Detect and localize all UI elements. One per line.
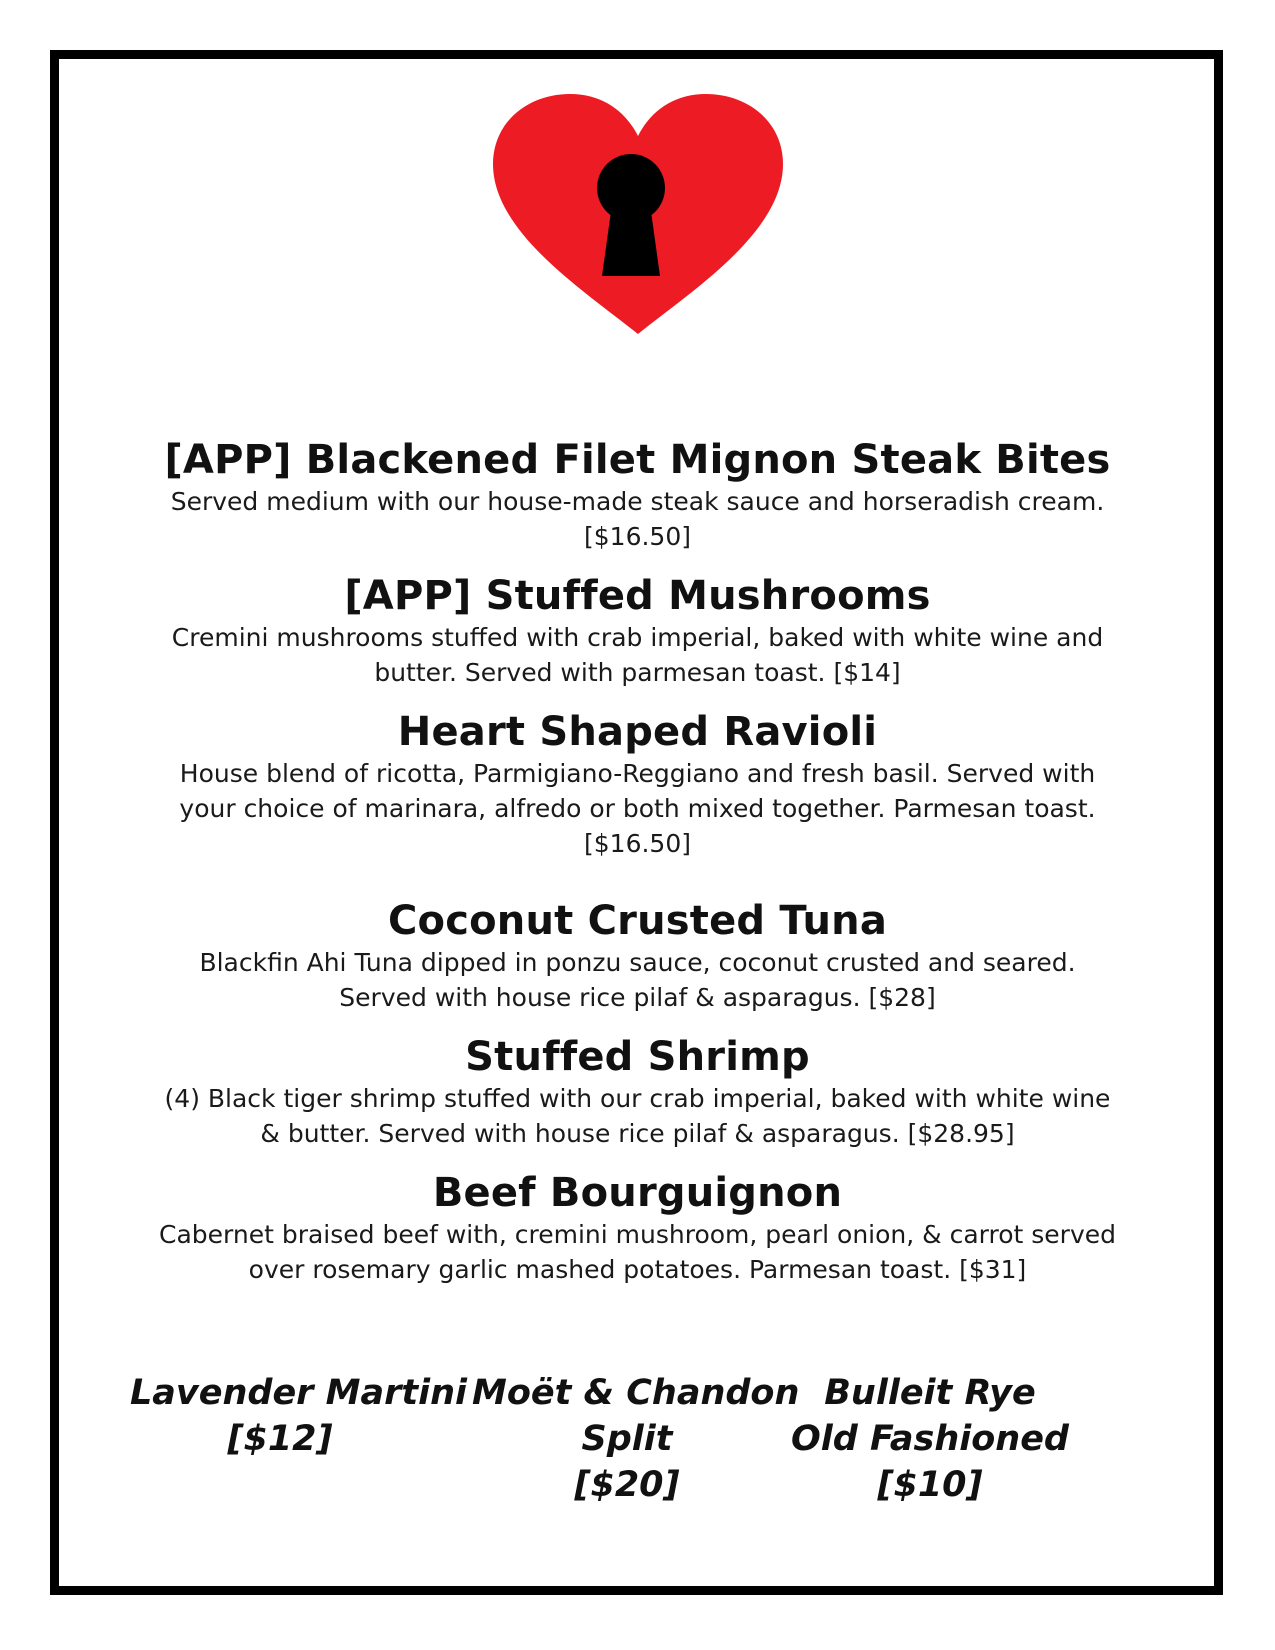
drink-line: Split: [581, 1419, 673, 1459]
menu-item: [120, 1169, 1155, 1287]
menu-item: [120, 572, 1155, 690]
menu-item-description: (4) Black tiger shrimp stuffed with our crab imperial, baked with white wine & butter. Served with house rice pilaf & asparagus. [$28.95]: [164, 1084, 1111, 1148]
drink-lavender-martini: [130, 1370, 467, 1462]
menu-items-list: [120, 436, 1155, 1287]
menu-item: [120, 436, 1155, 554]
menu-item-name: Coconut Crusted Tuna: [387, 898, 888, 944]
menu-item-name: [APP] Blackened Filet Mignon Steak Bites: [164, 437, 1111, 483]
menu-item-description: Served medium with our house-made steak sauce and horseradish cream. [$16.50]: [170, 487, 1105, 551]
drink-moet-chandon-split: [472, 1370, 800, 1508]
menu-item-description: House blend of ricotta, Parmigiano-Reggiano and fresh basil. Served with your choice of marinara, alfredo or both mixed together. Parmesan toast. [$16.50]: [179, 759, 1096, 858]
menu-item: [120, 897, 1155, 1015]
menu-item-description: Cremini mushrooms stuffed with crab imperial, baked with white wine and butter. Served with parmesan toast. [$14]: [171, 623, 1104, 687]
heart-keyhole-icon: [488, 92, 788, 350]
menu-item-name: Heart Shaped Ravioli: [397, 709, 878, 755]
menu-item: [120, 708, 1155, 861]
menu-item: [120, 1033, 1155, 1151]
menu-item-description: Cabernet braised beef with, cremini mushroom, pearl onion, & carrot served over rosemary garlic mashed potatoes. Parmesan toast. [$31]: [158, 1220, 1117, 1284]
menu-item-name: Beef Bourguignon: [432, 1170, 843, 1216]
drink-price: [$12]: [227, 1419, 333, 1459]
drink-line: Old Fashioned: [790, 1419, 1069, 1459]
drink-line: Bulleit Rye: [824, 1373, 1036, 1413]
drinks-section: [120, 1370, 1155, 1520]
menu-item-name: Stuffed Shrimp: [465, 1034, 810, 1080]
drink-line: Lavender Martini: [130, 1373, 467, 1413]
menu-item-name: [APP] Stuffed Mushrooms: [344, 573, 931, 619]
menu-item-description: Blackfin Ahi Tuna dipped in ponzu sauce, coconut crusted and seared. Served with house rice pilaf & asparagus. [$28]: [199, 948, 1076, 1012]
drink-price: [$10]: [877, 1465, 983, 1505]
drink-bulleit-old-fashioned: [780, 1370, 1080, 1508]
drink-line: Moët & Chandon: [472, 1373, 800, 1413]
drink-price: [$20]: [574, 1465, 680, 1505]
